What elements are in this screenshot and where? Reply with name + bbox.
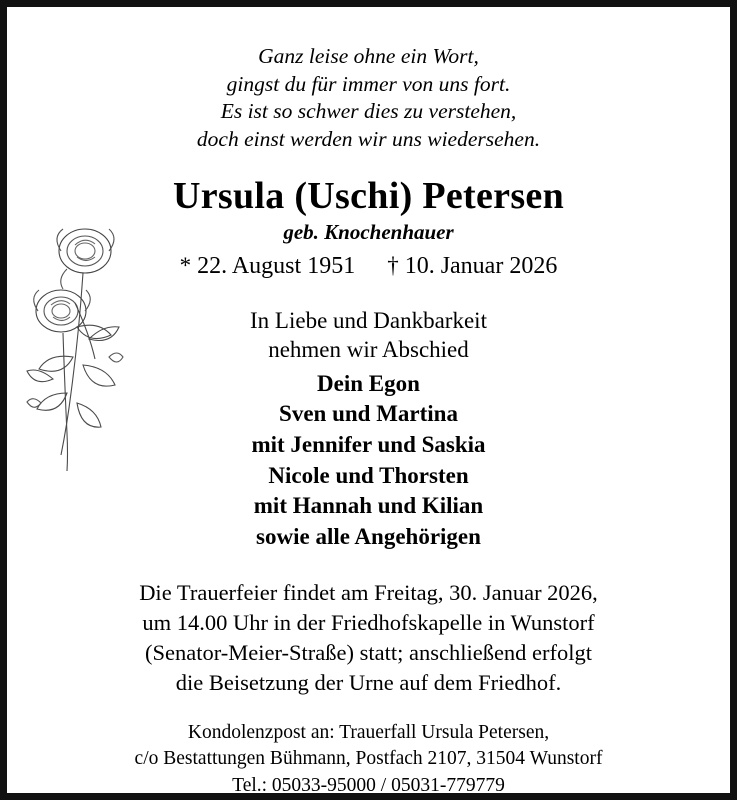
ceremony-line: die Beisetzung der Urne auf dem Friedhof. [175, 670, 562, 696]
contact-line: c/o Bestattungen Bühmann, Postfach 2107, 31504 Wunstorf [134, 748, 603, 770]
ceremony-line: (Senator-Meier-Straße) statt; anschließend erfolgt [144, 640, 593, 666]
family-member: Nicole und Thorsten [268, 462, 469, 488]
poem-line: gingst du für immer von uns fort. [226, 71, 511, 96]
family-member: Dein Egon [317, 370, 420, 396]
family-member: Sven und Martina [279, 401, 458, 427]
maiden-name: geb. Knochenhauer [283, 219, 454, 244]
poem-line: doch einst werden wir uns wiedersehen. [196, 127, 541, 152]
poem-line: Ganz leise ohne ein Wort, [258, 44, 479, 68]
ceremony-line: Die Trauerfeier findet am Freitag, 30. Januar 2026, [139, 580, 598, 606]
contact-phone: Tel.: 05033-95000 / 05031-779779 [232, 774, 505, 796]
death-symbol-icon: † [387, 252, 399, 278]
farewell-intro [33, 306, 704, 365]
intro-line: nehmen wir Abschied [268, 337, 469, 363]
family-list [33, 369, 704, 552]
deceased-name: Ursula (Uschi) Petersen [172, 174, 565, 217]
ceremony-details [33, 578, 704, 698]
family-member: mit Jennifer und Saskia [251, 431, 486, 457]
poem-block [33, 43, 704, 154]
family-member: sowie alle Angehörigen [256, 523, 481, 549]
birth-date: 22. August 1951 [197, 252, 356, 279]
family-member: mit Hannah und Kilian [253, 493, 484, 519]
life-dates [33, 253, 704, 280]
death-date: 10. Januar 2026 [404, 252, 558, 279]
condolence-contact [33, 720, 704, 799]
intro-line: In Liebe und Dankbarkeit [250, 307, 487, 333]
contact-line: Kondolenzpost an: Trauerfall Ursula Petersen, [187, 721, 550, 743]
poem-line: Es ist so schwer dies zu verstehen, [220, 99, 517, 124]
birth-symbol-icon: * [179, 252, 192, 278]
ceremony-line: um 14.00 Uhr in der Friedhofskapelle in Wunstorf [142, 610, 595, 636]
